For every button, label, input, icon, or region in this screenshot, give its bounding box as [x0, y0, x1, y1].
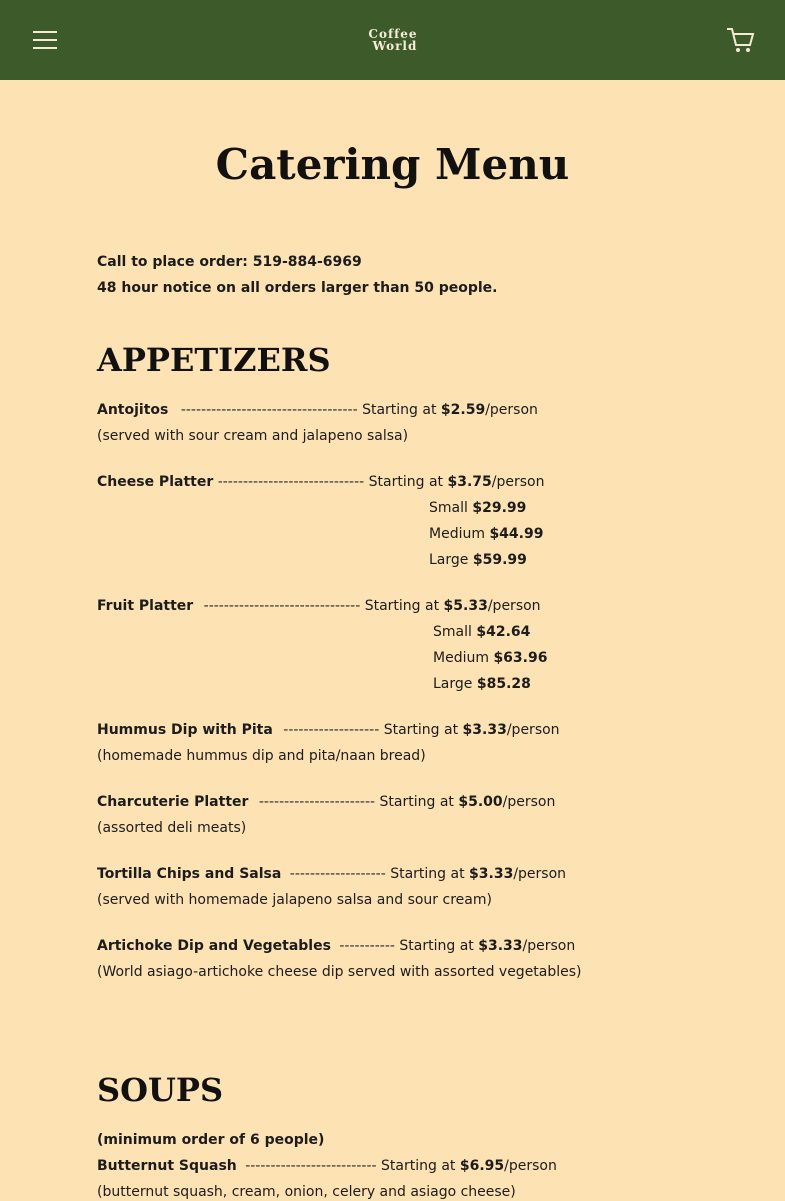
per-person-label: /person: [487, 598, 541, 614]
item-description: (butternut squash, cream, onion, celery and asiago cheese): [97, 1184, 516, 1200]
size-label: Medium: [433, 650, 489, 666]
per-person-label: /person: [504, 1158, 557, 1174]
menu-item-hummus: [97, 721, 560, 739]
size-price: $29.99: [472, 500, 527, 516]
starting-at-label: Starting at: [399, 938, 474, 954]
item-price: $3.75: [447, 474, 492, 490]
item-name: Antojitos: [97, 402, 169, 418]
dash-leader: -----------: [339, 938, 395, 954]
per-person-label: /person: [502, 794, 556, 810]
item-name: Hummus Dip with Pita: [97, 722, 273, 738]
item-description: (assorted deli meats): [97, 820, 247, 836]
menu-item-tortilla-chips: [97, 865, 566, 883]
dash-leader: -------------------------------: [203, 598, 361, 614]
size-price: $59.99: [472, 552, 527, 568]
item-name: Tortilla Chips and Salsa: [97, 866, 282, 882]
size-small: [433, 623, 530, 641]
per-person-label: /person: [513, 866, 567, 882]
order-phone-line: Call to place order: 519-884-6969: [97, 254, 362, 270]
menu-item-antojitos: [97, 401, 538, 419]
size-label: Small: [429, 500, 468, 516]
dash-leader: -------------------: [283, 722, 380, 738]
dash-leader: -------------------: [289, 866, 386, 882]
dash-leader: -----------------------------: [217, 474, 365, 490]
cart-icon[interactable]: [725, 25, 755, 55]
menu-item-fruit-platter: [97, 597, 541, 615]
item-name: Artichoke Dip and Vegetables: [97, 938, 331, 954]
item-price: $2.59: [440, 402, 486, 418]
menu-item-cheese-platter: [97, 473, 545, 491]
item-name: Cheese Platter: [97, 474, 214, 490]
size-label: Large: [433, 676, 473, 692]
menu-item-butternut-squash: [97, 1157, 557, 1175]
dash-leader: -----------------------------------: [180, 402, 358, 418]
soups-minimum-note: (minimum order of 6 people): [97, 1132, 325, 1148]
starting-at-label: Starting at: [368, 474, 444, 490]
size-large: [429, 551, 527, 569]
size-medium: [429, 525, 543, 543]
per-person-label: /person: [506, 722, 560, 738]
item-description: (served with sour cream and jalapeno salsa): [97, 428, 409, 444]
page-title: Catering Menu: [215, 140, 570, 189]
size-price: $44.99: [489, 526, 544, 542]
menu-item-artichoke-dip: [97, 937, 575, 955]
soups-heading: SOUPS: [97, 1071, 224, 1109]
menu-item-charcuterie: [97, 793, 555, 811]
site-header: [0, 0, 785, 80]
dash-leader: -----------------------: [258, 794, 376, 810]
size-label: Medium: [429, 526, 485, 542]
item-name: Charcuterie Platter: [97, 794, 249, 810]
size-price: $85.28: [476, 676, 531, 692]
item-price: $5.33: [443, 598, 488, 614]
size-price: $42.64: [476, 624, 531, 640]
item-description: (served with homemade jalapeno salsa and sour cream): [97, 892, 492, 908]
hamburger-menu-icon[interactable]: [33, 29, 57, 51]
per-person-label: /person: [522, 938, 576, 954]
item-name: Fruit Platter: [97, 598, 194, 614]
starting-at-label: Starting at: [379, 794, 454, 810]
item-name: Butternut Squash: [97, 1158, 237, 1174]
starting-at-label: Starting at: [364, 598, 440, 614]
per-person-label: /person: [485, 402, 538, 418]
item-price: $3.33: [462, 722, 507, 738]
item-price: $6.95: [459, 1158, 505, 1174]
logo-line-1: Coffee: [368, 27, 418, 41]
per-person-label: /person: [491, 474, 545, 490]
size-price: $63.96: [493, 650, 548, 666]
size-label: Large: [429, 552, 469, 568]
starting-at-label: Starting at: [381, 1158, 456, 1174]
size-medium: [433, 649, 547, 667]
size-large: [433, 675, 531, 693]
item-description: (homemade hummus dip and pita/naan bread): [97, 748, 426, 764]
dash-leader: --------------------------: [245, 1158, 377, 1174]
starting-at-label: Starting at: [362, 402, 437, 418]
size-small: [429, 499, 526, 517]
logo-line-2: World: [372, 39, 418, 53]
item-price: $5.00: [458, 794, 503, 810]
size-label: Small: [433, 624, 472, 640]
item-price: $3.33: [469, 866, 514, 882]
starting-at-label: Starting at: [390, 866, 465, 882]
starting-at-label: Starting at: [383, 722, 459, 738]
appetizers-heading: APPETIZERS: [97, 341, 331, 379]
item-description: (World asiago-artichoke cheese dip served with assorted vegetables): [97, 964, 582, 980]
item-price: $3.33: [478, 938, 523, 954]
notice-line: 48 hour notice on all orders larger than 50 people.: [97, 280, 498, 296]
coffee-world-logo[interactable]: [352, 28, 434, 56]
